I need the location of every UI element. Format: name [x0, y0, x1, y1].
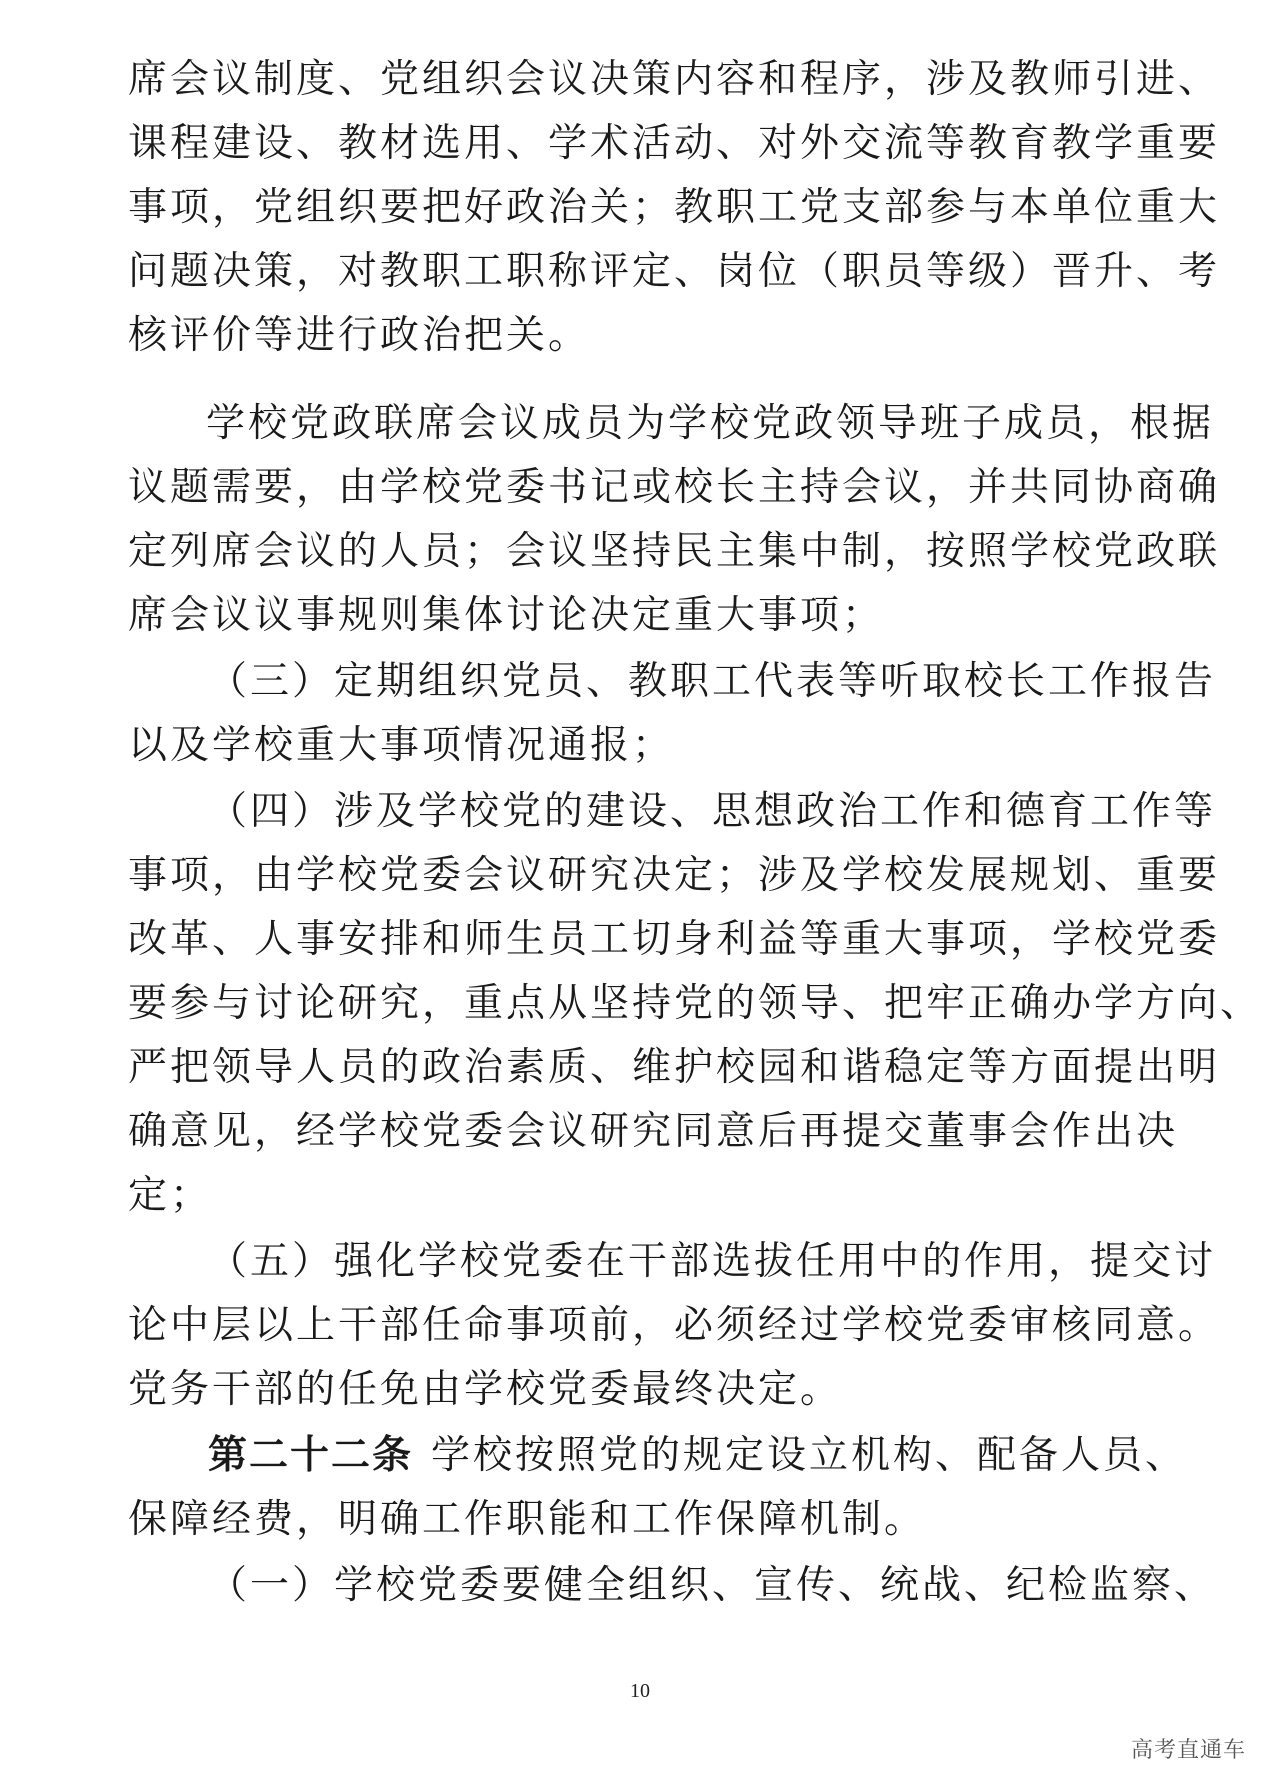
text-line: （五）强化学校党委在干部选拔任用中的作用，提交讨	[208, 1239, 1217, 1284]
paragraph-2	[128, 392, 1221, 648]
text-line: 议题需要，由学校党委书记或校长主持会议，并共同协商确	[128, 465, 1221, 510]
text-line: 保障经费，明确工作职能和工作保障机制。	[128, 1497, 927, 1542]
paragraph-4	[128, 780, 1263, 1228]
text-line	[128, 1424, 1188, 1488]
text-line: 席会议制度、党组织会议决策内容和程序，涉及教师引进、	[128, 57, 1221, 102]
text-line: （一）学校党委要健全组织、宣传、统战、纪检监察、	[208, 1563, 1217, 1608]
text-line: （四）涉及学校党的建设、思想政治工作和德育工作等	[208, 789, 1217, 834]
text-line: 以及学校重大事项情况通报；	[128, 723, 675, 768]
text-line: 严把领导人员的政治素质、维护校园和谐稳定等方面提出明	[128, 1045, 1221, 1090]
text-line: 党务干部的任免由学校党委最终决定。	[128, 1367, 843, 1412]
text-line: （三）定期组织党员、教职工代表等听取校长工作报告	[208, 659, 1217, 704]
text-line: 定；	[128, 1173, 213, 1218]
article-text: 学校按照党的规定设立机构、配备人员、	[431, 1433, 1188, 1478]
text-line: 问题决策，对教职工职称评定、岗位（职员等级）晋升、考	[128, 249, 1221, 294]
page-number: 10	[630, 1680, 650, 1702]
paragraph-1	[128, 48, 1221, 368]
article-22-paragraph	[128, 1424, 1188, 1552]
text-line: 改革、人事安排和师生员工切身利益等重大事项，学校党委	[128, 917, 1221, 962]
text-line: 事项，党组织要把好政治关；教职工党支部参与本单位重大	[128, 185, 1221, 230]
article-label: 第二十二条	[208, 1433, 414, 1478]
text-line: 席会议议事规则集体讨论决定重大事项；	[128, 593, 885, 638]
text-line: 核评价等进行政治把关。	[128, 313, 591, 358]
watermark-text: 高考直通车	[1130, 1738, 1246, 1763]
text-line: 课程建设、教材选用、学术活动、对外交流等教育教学重要	[128, 121, 1221, 166]
text-line: 定列席会议的人员；会议坚持民主集中制，按照学校党政联	[128, 529, 1221, 574]
paragraph-7	[128, 1554, 1217, 1618]
text-line: 学校党政联席会议成员为学校党政领导班子成员，根据	[206, 401, 1215, 446]
paragraph-3	[128, 650, 1217, 778]
text-line: 论中层以上干部任命事项前，必须经过学校党委审核同意。	[128, 1303, 1221, 1348]
text-line: 确意见，经学校党委会议研究同意后再提交董事会作出决	[128, 1109, 1179, 1154]
text-line: 事项，由学校党委会议研究决定；涉及学校发展规划、重要	[128, 853, 1221, 898]
paragraph-5	[128, 1230, 1221, 1422]
text-line: 要参与讨论研究，重点从坚持党的领导、把牢正确办学方向、	[128, 981, 1263, 1026]
